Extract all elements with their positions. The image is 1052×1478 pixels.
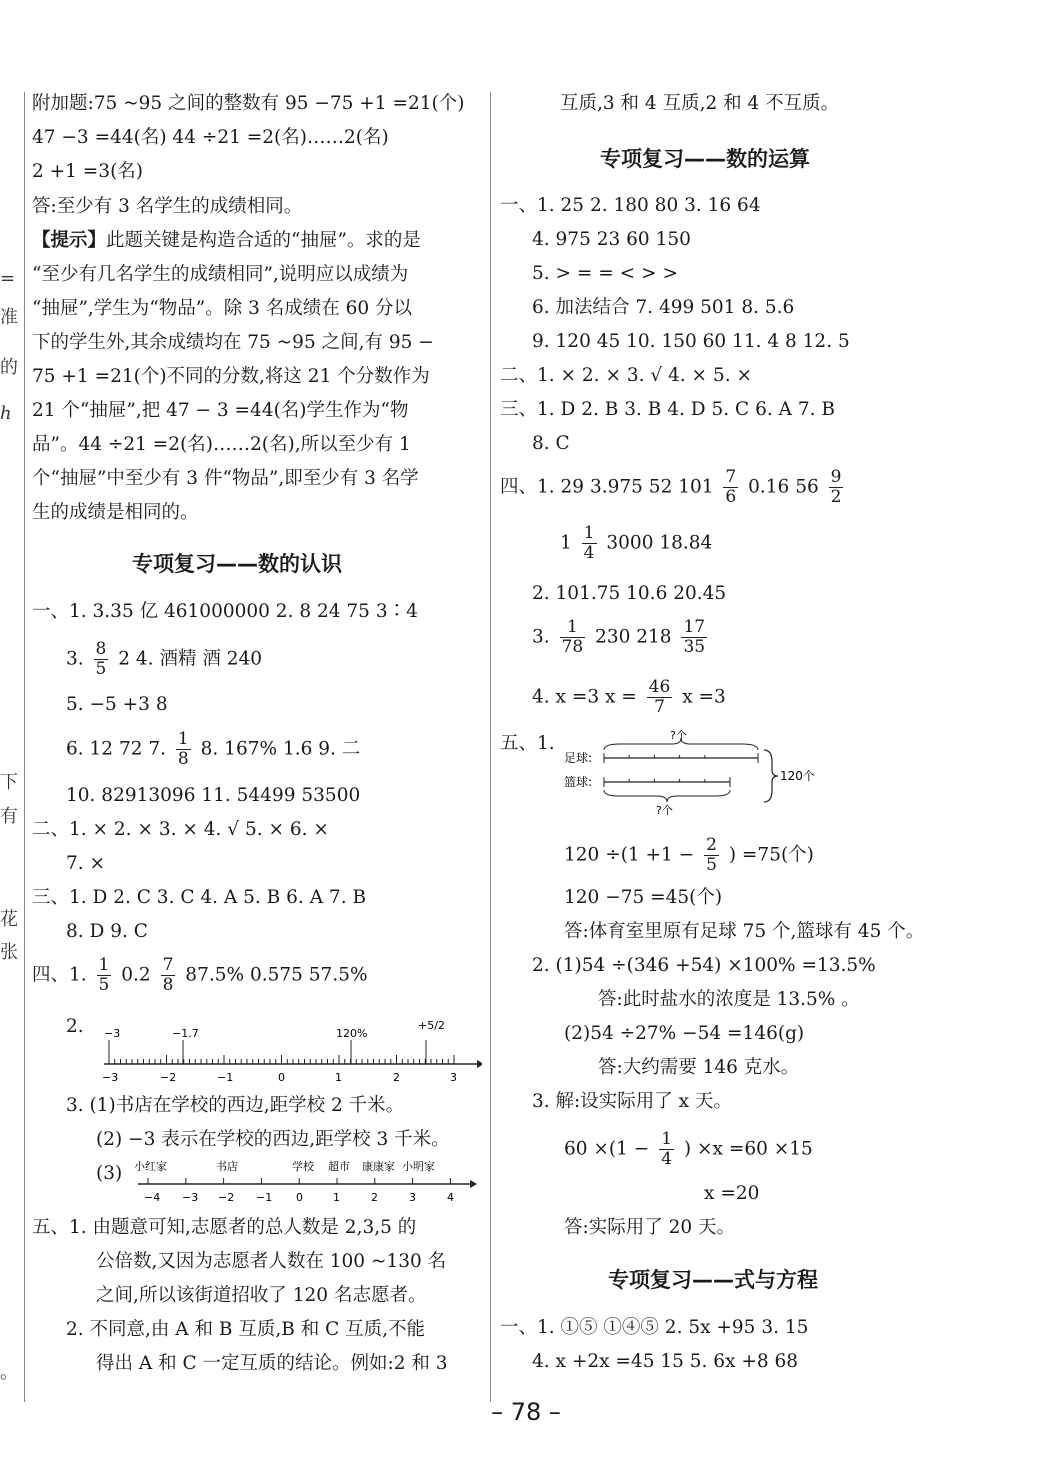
section-title-number-operations: 专项复习——数的运算	[600, 147, 810, 171]
r-line-12	[532, 618, 711, 657]
numerator: 17	[683, 617, 706, 637]
section-title-number-recognition: 专项复习——数的认识	[132, 552, 342, 576]
text: ) =75(个)	[728, 844, 814, 866]
bonus-line-2: 47 −3 =44(名) 44 ÷21 =2(名)……2(名)	[32, 127, 389, 148]
denominator: 4	[661, 1149, 673, 1169]
numerator: 2	[706, 835, 717, 855]
line-segment-diagram	[560, 728, 860, 818]
nl2-tick: −1	[256, 1191, 273, 1204]
denominator: 35	[683, 637, 706, 657]
text: 6. 12 72 7.	[66, 738, 167, 760]
s1-line-k: 2.	[66, 1016, 84, 1037]
basketball-label: 篮球:	[564, 775, 593, 789]
football-unknown: ?个	[670, 729, 687, 742]
hint-tag: 【提示】	[32, 230, 107, 251]
r-line-10	[560, 524, 712, 563]
text: ) ×x =60 ×15	[683, 1138, 813, 1160]
nl2-tick: 1	[333, 1191, 340, 1204]
text: 四、1. 29 3.975 52 101	[500, 476, 714, 498]
s1-line-i: 8. D 9. C	[66, 921, 148, 942]
text: x =3	[682, 686, 726, 708]
cropped-gutter-text	[0, 0, 22, 1400]
nl2-tick: 3	[409, 1191, 416, 1204]
s1-line-q: 之间,所以该街道招收了 120 名志愿者。	[96, 1285, 427, 1306]
s1-line-b	[66, 640, 262, 679]
fraction	[582, 524, 597, 563]
fraction	[647, 678, 673, 717]
r-line-9	[500, 468, 847, 507]
denominator: 5	[95, 659, 107, 679]
text: 230 218	[595, 626, 672, 648]
fraction	[560, 618, 586, 657]
hint-line-2: “至少有几名学生的成绩相同”,说明应以成绩为	[32, 264, 409, 285]
nl1-tick: −2	[160, 1071, 177, 1084]
gutter-char: 的	[0, 357, 18, 378]
numerator: 1	[583, 523, 595, 543]
nl2-tick: −3	[182, 1191, 199, 1204]
fraction	[97, 956, 112, 995]
s1-line-p: 公倍数,又因为志愿者人数在 100 ~130 名	[96, 1251, 447, 1272]
fraction	[723, 468, 738, 507]
text: 3000 18.84	[606, 532, 713, 554]
denominator: 5	[98, 975, 110, 995]
nl2-label: 小明家	[402, 1160, 435, 1173]
hint-text: 此题关键是构造合适的“抽屉”。求的是	[106, 230, 421, 251]
r-line-19: 答:此时盐水的浓度是 13.5% 。	[598, 989, 860, 1010]
text: 0.2	[121, 964, 151, 986]
text: 87.5% 0.575 57.5%	[185, 964, 368, 986]
nl1-tick: −3	[102, 1071, 119, 1084]
nl1-tick: 2	[393, 1071, 400, 1084]
text: 四、1.	[32, 964, 87, 986]
nl1-label: −3	[104, 1027, 121, 1040]
nl2-tick: 4	[447, 1191, 454, 1204]
numerator: 1	[177, 729, 189, 749]
nl1-label: −1.7	[172, 1027, 199, 1040]
gutter-char: 花	[0, 909, 18, 930]
hint-line-4: 下的学生外,其余成绩均在 75 ~95 之间,有 95 −	[32, 332, 434, 353]
text: 2 4. 酒精 酒 240	[118, 648, 263, 670]
r-line-5: 9. 120 45 10. 150 60 11. 4 8 12. 5	[532, 331, 850, 352]
r-line-14: 五、1.	[500, 733, 555, 754]
number-line-2	[132, 1154, 482, 1204]
bonus-answer: 答:至少有 3 名学生的成绩相同。	[32, 196, 303, 217]
r-line-21: 答:大约需要 146 克水。	[598, 1057, 800, 1078]
nl2-label: 书店	[216, 1160, 238, 1173]
hint-line-1	[32, 229, 421, 253]
bonus-line-3: 2 +1 =3(名)	[32, 161, 144, 182]
nl2-tick: −2	[218, 1191, 235, 1204]
nl1-tick: −1	[217, 1071, 234, 1084]
text: 60 ×(1 −	[564, 1138, 650, 1160]
margin-rule	[24, 92, 25, 1402]
hint-line-7: 品”。44 ÷21 =2(名)……2(名),所以至少有 1	[32, 434, 411, 455]
hint-line-6: 21 个“抽屉”,把 47 − 3 =44(名)学生作为“物	[32, 400, 409, 421]
fraction	[161, 956, 176, 995]
section-title-expressions-equations: 专项复习——式与方程	[608, 1268, 818, 1292]
nl2-tick: −4	[144, 1191, 161, 1204]
numerator: 1	[560, 618, 586, 638]
r-line-7: 三、1. D 2. B 3. B 4. D 5. C 6. A 7. B	[500, 399, 835, 420]
r-line-0: 互质,3 和 4 互质,2 和 4 不互质。	[560, 93, 840, 114]
column-divider	[490, 92, 491, 1402]
page-number: – 78 –	[491, 1398, 561, 1426]
nl2-label: 康康家	[362, 1160, 395, 1173]
fraction	[681, 618, 707, 657]
fraction	[94, 640, 109, 679]
r-line-6: 二、1. × 2. × 3. √ 4. × 5. ×	[500, 365, 752, 386]
s1-line-s: 得出 A 和 C 一定互质的结论。例如:2 和 3	[96, 1353, 448, 1374]
text: 3.	[532, 626, 550, 648]
denominator: 7	[654, 697, 665, 717]
nl2-label: 小红家	[134, 1160, 167, 1173]
denominator: 2	[830, 487, 842, 507]
numerator: 8	[95, 639, 107, 659]
hint-line-3: “抽屉”,学生为“物品”。除 3 名成绩在 60 分以	[32, 298, 413, 319]
text: 0.16 56	[748, 476, 819, 498]
nl2-label: 学校	[292, 1160, 314, 1173]
r-line-11: 2. 101.75 10.6 20.45	[532, 583, 727, 604]
nl1-tick: 3	[450, 1071, 457, 1084]
nl1-label: 120%	[336, 1027, 368, 1040]
r-line-4: 6. 加法结合 7. 499 501 8. 5.6	[532, 297, 795, 318]
s1-line-n: (3)	[96, 1163, 123, 1184]
nl1-label: +5/2	[418, 1019, 445, 1032]
nl1-tick: 1	[335, 1071, 342, 1084]
r-line-2: 4. 975 23 60 150	[532, 229, 691, 250]
s1-line-l: 3. (1)书店在学校的西边,距学校 2 千米。	[66, 1095, 405, 1116]
r-line-3: 5. > = = < > >	[532, 263, 678, 284]
r-line-24: x =20	[704, 1183, 760, 1204]
fraction	[176, 730, 191, 769]
r-line-25: 答:实际用了 20 天。	[564, 1217, 736, 1238]
s1-line-m: (2) −3 表示在学校的西边,距学校 3 千米。	[96, 1129, 450, 1150]
s1-line-d	[66, 730, 360, 769]
gutter-char: 下	[0, 772, 18, 793]
s1-line-j	[32, 956, 368, 995]
denominator: 78	[561, 637, 584, 657]
hint-line-8: 个“抽屉”中至少有 3 件“物品”,即至少有 3 名学	[32, 468, 419, 489]
hint-line-9: 生的成绩是相同的。	[32, 502, 199, 523]
nl2-tick: 0	[296, 1191, 303, 1204]
s1-line-o: 五、1. 由题意可知,志愿者的总人数是 2,3,5 的	[32, 1217, 417, 1238]
numerator: 7	[162, 955, 174, 975]
r-line-16: 120 −75 =45(个)	[564, 887, 723, 908]
text: 3.	[66, 648, 84, 670]
s1-line-c: 5. −5 +3 8	[66, 694, 168, 715]
numerator: 46	[648, 677, 671, 697]
gutter-char: =	[0, 268, 16, 289]
gutter-char: 。	[0, 1362, 18, 1383]
numerator: 7	[725, 467, 737, 487]
football-label: 足球:	[564, 751, 593, 765]
hint-line-5: 75 +1 =21(个)不同的分数,将这 21 个分数作为	[32, 366, 430, 387]
denominator: 4	[583, 543, 595, 563]
numerator: 9	[830, 467, 842, 487]
nl1-tick: 0	[278, 1071, 285, 1084]
r-line-20: (2)54 ÷27% −54 =146(g)	[564, 1023, 805, 1044]
r-line-27: 4. x +2x =45 15 5. 6x +8 68	[532, 1351, 799, 1372]
gutter-char: h	[0, 403, 12, 424]
s1-line-r: 2. 不同意,由 A 和 B 互质,B 和 C 互质,不能	[66, 1319, 426, 1340]
s1-line-a: 一、1. 3.35 亿 461000000 2. 8 24 75 3∶4	[32, 601, 418, 622]
r-line-15	[564, 836, 814, 875]
text: 1	[560, 532, 572, 554]
s1-line-e: 10. 82913096 11. 54499 53500	[66, 785, 361, 806]
gutter-char: 有	[0, 806, 18, 827]
s1-line-g: 7. ×	[66, 853, 106, 874]
r-line-23	[564, 1130, 813, 1169]
fraction	[829, 468, 844, 507]
r-line-1: 一、1. 25 2. 180 80 3. 16 64	[500, 195, 761, 216]
nl2-label: 超市	[328, 1160, 350, 1173]
nl2-tick: 2	[371, 1191, 378, 1204]
fraction	[659, 1130, 674, 1169]
fraction	[704, 836, 719, 875]
total-label: 120个	[780, 769, 815, 783]
r-line-26: 一、1. ①⑤ ①④⑤ 2. 5x +95 3. 15	[500, 1317, 809, 1338]
numerator: 1	[661, 1129, 673, 1149]
denominator: 5	[706, 855, 717, 875]
r-line-8: 8. C	[532, 433, 570, 454]
r-line-13	[532, 678, 726, 717]
r-line-18: 2. (1)54 ÷(346 +54) ×100% =13.5%	[532, 955, 876, 976]
number-line-1	[92, 1008, 482, 1084]
numerator: 1	[98, 955, 110, 975]
r-line-22: 3. 解:设实际用了 x 天。	[532, 1091, 732, 1112]
text: 8. 167% 1.6 9. 二	[200, 738, 361, 760]
s1-line-f: 二、1. × 2. × 3. × 4. √ 5. × 6. ×	[32, 819, 329, 840]
text: 4. x =3 x =	[532, 686, 637, 708]
denominator: 8	[162, 975, 174, 995]
gutter-char: 准	[0, 307, 18, 328]
r-line-17: 答:体育室里原有足球 75 个,篮球有 45 个。	[564, 921, 925, 942]
denominator: 8	[177, 749, 189, 769]
gutter-char: 张	[0, 942, 18, 963]
text: 120 ÷(1 +1 −	[564, 844, 695, 866]
basketball-unknown: ?个	[656, 804, 673, 817]
denominator: 6	[725, 487, 737, 507]
s1-line-h: 三、1. D 2. C 3. C 4. A 5. B 6. A 7. B	[32, 887, 367, 908]
bonus-line-1: 附加题:75 ~95 之间的整数有 95 −75 +1 =21(个)	[32, 93, 465, 114]
